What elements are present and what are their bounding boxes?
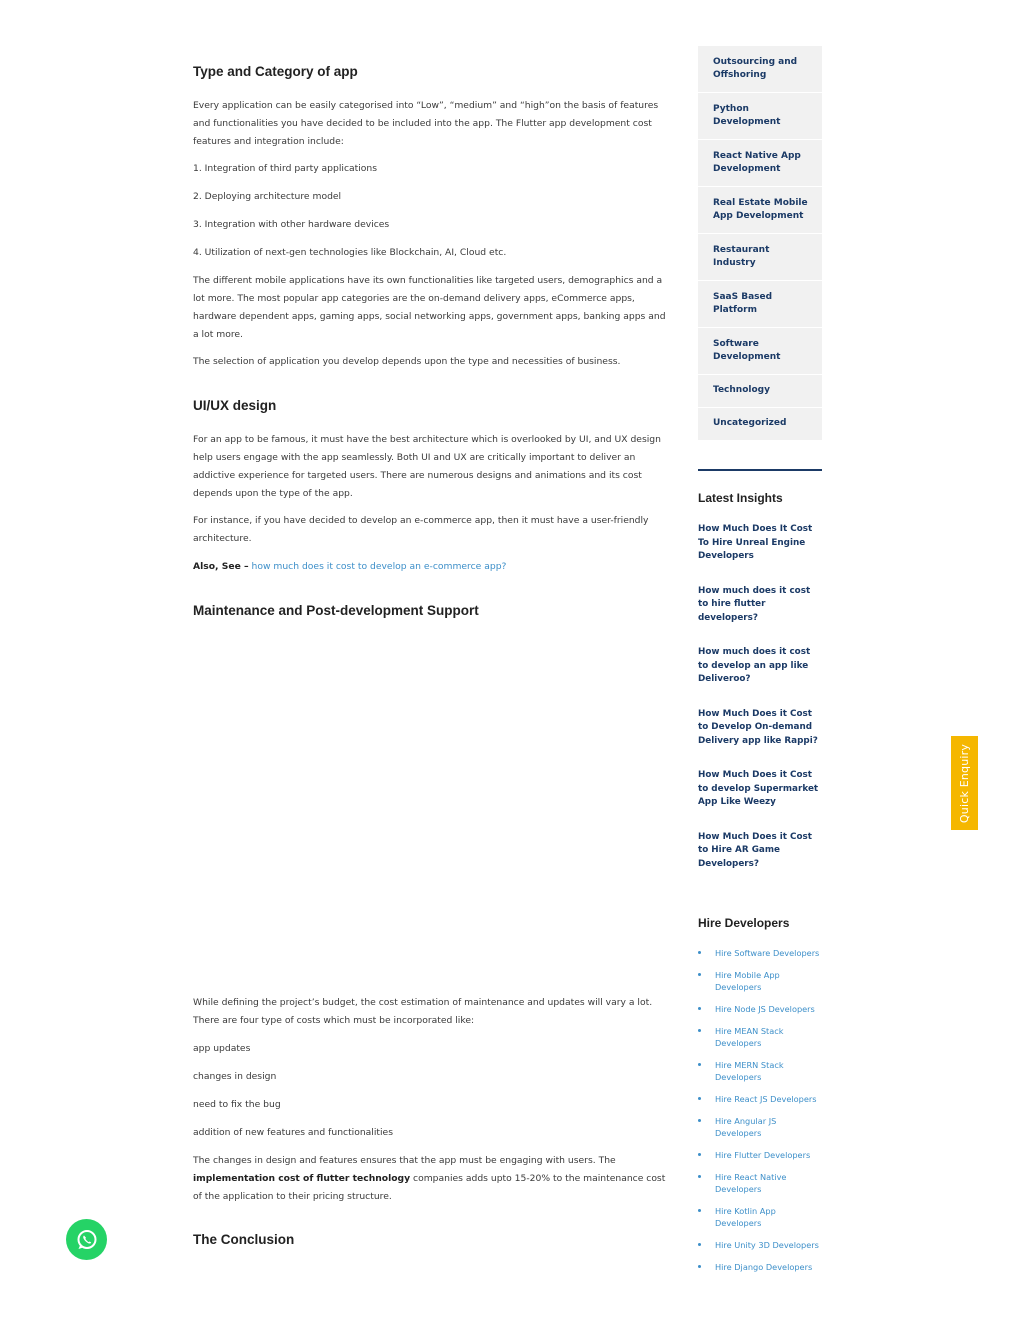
hire-link[interactable]: Hire Flutter Developers [698, 1149, 822, 1161]
category-label: Uncategorized [713, 418, 787, 429]
list-item: 3. Integration with other hardware devices [193, 219, 390, 230]
heading-conclusion: The Conclusion [193, 1232, 295, 1247]
hire-list [698, 947, 822, 1283]
hire-link[interactable]: Hire React Native Developers [698, 1171, 822, 1195]
insight-link[interactable]: How Much Does it Cost to develop Supermarket App Like Weezy [698, 770, 819, 808]
hire-link[interactable]: Hire MEAN Stack Developers [698, 1025, 822, 1049]
implementation-text-a: The changes in design and features ensures that the app must be engaging with users. The [193, 1155, 616, 1166]
category-item[interactable] [698, 375, 822, 408]
ecommerce-cost-link[interactable]: how much does it cost to develop an e-commerce app? [251, 561, 507, 572]
hire-developers-title: Hire Developers [698, 916, 790, 930]
hire-link[interactable]: Hire Angular JS Developers [698, 1115, 822, 1139]
category-item[interactable] [698, 281, 822, 328]
hire-link[interactable]: Hire Django Developers [698, 1261, 822, 1273]
paragraph-intro: Every application can be easily categorised into “Low”, “medium” and “high”on the basis of features and functionalities you have decided to be included into the app. The Flutter app development cost features and integration include: [193, 100, 659, 147]
list-item: addition of new features and functionalities [193, 1127, 393, 1138]
heading-type-category: Type and Category of app [193, 64, 358, 79]
list-item: app updates [193, 1043, 251, 1054]
heading-maintenance: Maintenance and Post-development Support [193, 603, 479, 618]
category-label: Python Development [713, 103, 781, 127]
hire-link[interactable]: Hire Mobile App Developers [698, 969, 822, 993]
hire-link[interactable]: Hire Node JS Developers [698, 1003, 822, 1015]
hire-link[interactable]: Hire Software Developers [698, 947, 822, 959]
whatsapp-button[interactable] [66, 1219, 107, 1260]
sidebar-divider [698, 469, 822, 471]
insight-link[interactable]: How Much Does it Cost to Develop On-demand Delivery app like Rappi? [698, 708, 818, 746]
category-item[interactable] [698, 408, 822, 441]
list-item: 4. Utilization of next-gen technologies like Blockchain, AI, Cloud etc. [193, 247, 507, 258]
category-label: Outsourcing and Offshoring [713, 56, 798, 80]
hire-link[interactable]: Hire React JS Developers [698, 1093, 822, 1105]
heading-uiux: UI/UX design [193, 398, 277, 413]
implementation-bold: implementation cost of flutter technology [193, 1172, 411, 1184]
category-label: Software Development [713, 338, 781, 362]
insight-link[interactable]: How Much Does it Cost to Hire AR Game Developers? [698, 831, 812, 869]
category-label: React Native App Development [713, 150, 801, 174]
category-item[interactable] [698, 328, 822, 375]
insights-list [698, 523, 822, 892]
also-see-prefix: Also, See – [193, 561, 249, 572]
latest-insights-title: Latest Insights [698, 491, 783, 505]
paragraph-selection: The selection of application you develop depends upon the type and necessities of business. [193, 356, 621, 367]
insight-link[interactable]: How Much Does It Cost To Hire Unreal Engine Developers [698, 524, 813, 562]
whatsapp-icon [75, 1228, 99, 1252]
category-list [698, 46, 822, 441]
category-item[interactable] [698, 140, 822, 187]
hire-link[interactable]: Hire Unity 3D Developers [698, 1239, 822, 1251]
paragraph-categories: The different mobile applications have its own functionalities like targeted users, demographics and a lot more. The most popular app categories are the on-demand delivery apps, eCommerce apps, hardware dependent apps, gaming apps, social networking apps, government apps, banking apps and a lot more. [193, 275, 666, 340]
paragraph-budget: While defining the project’s budget, the cost estimation of maintenance and updates will vary a lot. There are four type of costs which must be incorporated like: [193, 997, 653, 1026]
list-item: changes in design [193, 1071, 277, 1082]
hire-link[interactable]: Hire Kotlin App Developers [698, 1205, 822, 1229]
category-item[interactable] [698, 234, 822, 281]
category-label: Technology [713, 385, 770, 396]
category-item[interactable] [698, 187, 822, 234]
paragraph-instance: For instance, if you have decided to develop an e-commerce app, then it must have a user-friendly architecture. [193, 515, 649, 544]
quick-enquiry-label: Quick Enquiry [958, 743, 972, 823]
category-label: Real Estate Mobile App Development [713, 197, 808, 221]
category-label: SaaS Based Platform [713, 291, 773, 315]
paragraph-implementation [193, 1152, 667, 1206]
list-item: 1. Integration of third party applications [193, 163, 378, 174]
paragraph-uiux: For an app to be famous, it must have the best architecture which is overlooked by UI, and UX design help users engage with the app seamlessly. Both UI and UX are critically important to deliver an addictive experience for targeted users. There are numerous designs and animations and its cost depends upon the type of the app. [193, 434, 661, 499]
list-item: need to fix the bug [193, 1099, 281, 1110]
insight-link[interactable]: How much does it cost to develop an app like Deliveroo? [698, 647, 811, 685]
implementation-text-b: companies adds upto 15-20% to the maintenance cost of the application to their pricing structure. [193, 1172, 666, 1202]
category-item[interactable] [698, 46, 822, 93]
category-label: Restaurant Industry [713, 244, 770, 268]
hire-link[interactable]: Hire MERN Stack Developers [698, 1059, 822, 1083]
insight-link[interactable]: How much does it cost to hire flutter developers? [698, 585, 811, 623]
list-item: 2. Deploying architecture model [193, 191, 342, 202]
category-item[interactable] [698, 93, 822, 140]
also-see [193, 558, 667, 576]
quick-enquiry-button[interactable] [951, 736, 978, 830]
